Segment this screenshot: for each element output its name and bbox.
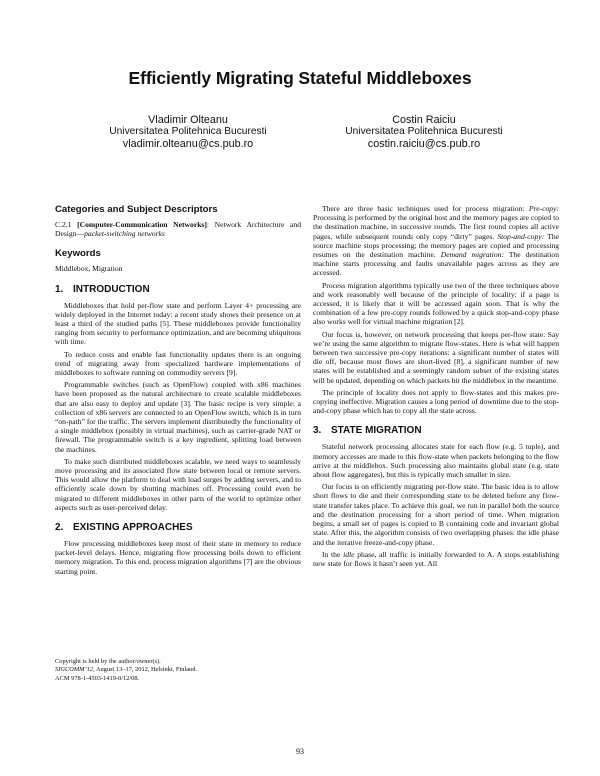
conference-name: SIGCOMM’12,	[55, 666, 95, 674]
text-run: phase, all traffic is initially forwarded to A. A stops establishing new state for flows it hasn’t seen yet. All	[313, 549, 559, 568]
paragraph: Programmable switches (such as OpenFlow) coupled with x86 machines have been proposed as the natural architecture to create scalable middleboxes that are also easy to deploy and update [3]. The basic recipe is very simple: a collection of x86 servers are connected to an OpenFlow switch, which is in turn “on-path” for the traffic. The servers implement distributedly the functionality of a single middlebox (possibly in virtual machines), such as carrier-grade NAT or firewall. The programmable switch is a key ingredient, splitting load between the machines.	[55, 380, 301, 454]
author-name: Costin Raiciu	[392, 114, 456, 126]
author-email: costin.raiciu@cs.pub.ro	[367, 138, 481, 150]
category-italic: packet-switching networks	[84, 229, 165, 239]
paragraph-idle	[313, 550, 559, 568]
keywords-text: Middlebox, Migration	[55, 264, 123, 274]
author-email: vladimir.olteanu@cs.pub.ro	[122, 138, 254, 150]
author-affiliation: Universitatea Politehnica Bucuresti	[345, 126, 503, 137]
copyright-notice	[55, 658, 301, 683]
page-number: 93	[296, 747, 304, 756]
copyright-line: Copyright is held by the author/owner(s).	[55, 658, 161, 665]
category-rest: : Network Architecture and Design—	[55, 220, 301, 239]
author-name: Vladimir Olteanu	[148, 114, 228, 126]
section-heading-intro	[55, 284, 301, 296]
section-number: 1.	[55, 283, 64, 295]
paragraph: Process migration algorithms typically use two of the three techniques above and work reasonably well because of the principle of locality: if a page is accessed, it is likely that it will be accessed again soon. That is why the combination of a few pre-copy rounds followed by a quick stop-and-copy phase also works well for virtual machine migration [2].	[313, 280, 559, 327]
paragraph: To reduce costs and enable fast functionality updates there is an ongoing trend of migrating away from specialized hardware implementations of middleboxes to software running on commodity servers [9].	[55, 349, 301, 378]
paper-title: Efficiently Migrating Stateful Middleboxes	[128, 68, 472, 88]
text-run: The source machine stops processing; the memory pages are copied and processing resumes on the destination machine.	[313, 231, 559, 260]
text-run: Processing is performed by the original host and the memory pages are copied to the destination machine, in successive rounds. The first round copies all active pages, while subsequent rounds only copy “dirty” pages.	[313, 213, 559, 241]
paragraph: Flow processing middleboxes keep most of their state in memory to reduce packet-level delays. Hence, migrating flow processing boils down to efficient memory migration. To this end, process migration algorithms [7] are the obvious starting point.	[55, 539, 301, 576]
term-demand-migration: Demand migration:	[440, 250, 504, 260]
conference-line	[55, 666, 301, 674]
category-bold: [Computer-Communication Networks]	[77, 220, 207, 229]
section-heading-existing	[55, 522, 301, 534]
section-title: INTRODUCTION	[73, 283, 150, 295]
paragraph-techniques	[313, 204, 559, 278]
keywords-heading: Keywords	[55, 248, 101, 260]
section-number: 3.	[313, 425, 322, 437]
term-idle: idle	[343, 549, 355, 559]
paragraph: To make such distributed middleboxes scalable, we need ways to seamlessly move processing and its associated flow state between local or remote servers. This would allow the platform to deal with load surges by adding servers, and to efficiently scale down by shutting machines off. Processing could even be migrated to different middleboxes in other parts of the world to optimize other aspects such as user-perceived delay.	[55, 456, 301, 512]
categories-heading: Categories and Subject Descriptors	[55, 204, 218, 215]
section-heading-state	[313, 425, 559, 437]
text-run: In the	[322, 549, 344, 559]
author-affiliation: Universitatea Politehnica Bucuresti	[109, 126, 267, 137]
section-title: EXISTING APPROACHES	[73, 522, 193, 534]
section-number: 2.	[55, 522, 64, 534]
term-precopy: Pre-copy:	[528, 204, 559, 213]
category-code: C.2.1	[55, 220, 72, 229]
categories-text	[55, 220, 301, 238]
text-run: There are three basic techniques used for process migration:	[322, 204, 529, 213]
paragraph: Our focus is on efficiently migrating per-flow state. The basic idea is to allow short flows to die and their corresponding state to be deleted before any flow-state transfer takes place. To achieve this goal, we run in parallel both the source and the destination processing for a short period of time. When migration begins, a small set of pages is copied to B containing code and invariant global state. After this, the algorithm consists of two overlapping phases: the idle phase and the iterative freeze-and-copy phase.	[313, 482, 559, 547]
acm-isbn-line: ACM 978-1-4503-1419-0/12/08.	[55, 674, 140, 682]
paragraph: The principle of locality does not apply to flow-states and this makes pre-copying ineffective. Migration causes a long period of downtime due to the stop-and-copy phase which has to copy all the state across.	[313, 387, 559, 416]
right-column	[313, 204, 559, 744]
conference-details: August 13–17, 2012, Helsinki, Finland.	[94, 666, 198, 674]
paragraph: Our focus is, however, on network processing that keeps per-flow state. Say we’re using the same algorithm to migrate flow-states. Here is what will happen between two successive pre-copy iterations: a significant number of states will die off, because most flows are short-lived [8], a significant number of new states will be established and a seemingly random subset of the existing states will be updated, depending on which packets hit the middlebox in the meantime.	[313, 329, 559, 385]
term-stop-and-copy: Stop-and-copy:	[497, 231, 545, 241]
paragraph: Middleboxes that hold per-flow state and perform Layer 4+ processing are widely deployed in the Internet today: a recent study shows their presence on at least a third of the studied paths [5]. These middleboxes provide functionality ranging from security to performance optimization, and are becoming ubiquitous with time.	[55, 300, 301, 347]
author-block-1	[68, 114, 308, 150]
text-run: The destination machine starts processing and faults unavailable pages across as they are accessed.	[313, 250, 559, 278]
author-block-2	[304, 114, 544, 150]
section-title: STATE MIGRATION	[331, 425, 422, 437]
paragraph: Stateful network processing allocates state for each flow (e.g. 5 tuple), and memory accesses are made to this flow-state when packets belonging to the flow arrive at the middlebox. Such processing also maintains global state (e.g. state about flow aggregates), but this is typically much smaller in size.	[313, 442, 559, 480]
